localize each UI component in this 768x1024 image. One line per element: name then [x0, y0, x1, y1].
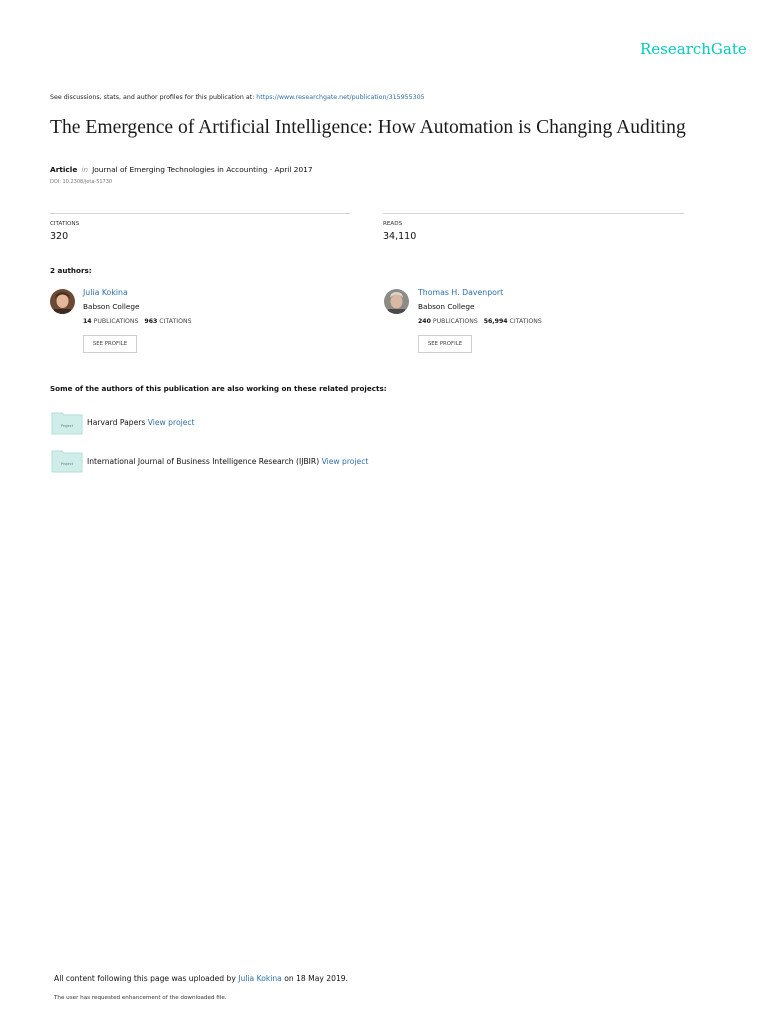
discussion-line — [50, 94, 425, 101]
project-row — [87, 418, 195, 427]
author-name-link[interactable]: Thomas H. Davenport — [418, 288, 504, 297]
publications-label: PUBLICATIONS — [432, 318, 478, 325]
upload-info — [54, 974, 348, 983]
project-folder-icon — [51, 411, 83, 435]
author-name-link[interactable]: Julia Kokina — [83, 288, 128, 297]
discussion-text: See discussions, stats, and author profiles for this publication at: — [50, 94, 257, 101]
publications-count: 14 — [83, 318, 92, 325]
author-institution: Babson College — [83, 302, 140, 311]
project-row — [87, 457, 368, 466]
venue-date: Journal of Emerging Technologies in Accounting · April 2017 — [92, 165, 313, 174]
upload-suffix: on 18 May 2019. — [281, 974, 349, 983]
author-citations-label: CITATIONS — [159, 318, 192, 325]
author-citations-label: CITATIONS — [509, 318, 542, 325]
author-citations-count: 963 — [144, 318, 158, 325]
doi: DOI: 10.2308/jeta-51730 — [50, 179, 113, 185]
authors-heading: 2 authors: — [50, 266, 92, 275]
uploader-link[interactable]: Julia Kokina — [238, 974, 282, 983]
researchgate-logo[interactable]: ResearchGate — [640, 40, 747, 58]
publication-meta — [50, 165, 313, 174]
reads-label: READS — [383, 221, 403, 227]
project-name: International Journal of Business Intelligence Research (IJBIR) — [87, 457, 320, 466]
author-stats — [418, 318, 542, 325]
see-profile-button[interactable]: SEE PROFILE — [83, 335, 137, 353]
publication-type: Article — [50, 165, 78, 174]
author-institution: Babson College — [418, 302, 475, 311]
upload-prefix: All content following this page was uploaded by — [54, 974, 239, 983]
publications-label: PUBLICATIONS — [93, 318, 139, 325]
enhancement-note: The user has requested enhancement of the downloaded file. — [54, 995, 227, 1001]
citations-label: CITATIONS — [50, 221, 80, 227]
project-name: Harvard Papers — [87, 418, 146, 427]
reads-divider — [383, 213, 684, 214]
see-profile-button[interactable]: SEE PROFILE — [418, 335, 472, 353]
author-photo-julia-kokina — [50, 289, 75, 314]
project-icon-label: Project — [60, 424, 74, 428]
citations-divider — [50, 213, 350, 214]
in-word: in — [81, 165, 89, 174]
view-project-link[interactable]: View project — [147, 418, 195, 427]
publications-count: 240 — [418, 318, 431, 325]
publication-url-link[interactable]: https://www.researchgate.net/publication/315955305 — [256, 94, 425, 101]
project-icon-label: Project — [60, 462, 74, 466]
view-project-link[interactable]: View project — [321, 457, 369, 466]
author-stats — [83, 318, 192, 325]
avatar[interactable] — [50, 289, 75, 314]
reads-count: 34,110 — [383, 231, 417, 242]
author-citations-count: 56,994 — [483, 318, 508, 325]
page-title: The Emergence of Artificial Intelligence: How Automation is Changing Auditing — [50, 117, 686, 138]
author-photo-thomas-davenport — [384, 289, 409, 314]
citations-count: 320 — [50, 231, 69, 242]
related-projects-heading: Some of the authors of this publication are also working on these related projects: — [50, 384, 387, 393]
avatar[interactable] — [384, 289, 409, 314]
project-folder-icon — [51, 449, 83, 473]
